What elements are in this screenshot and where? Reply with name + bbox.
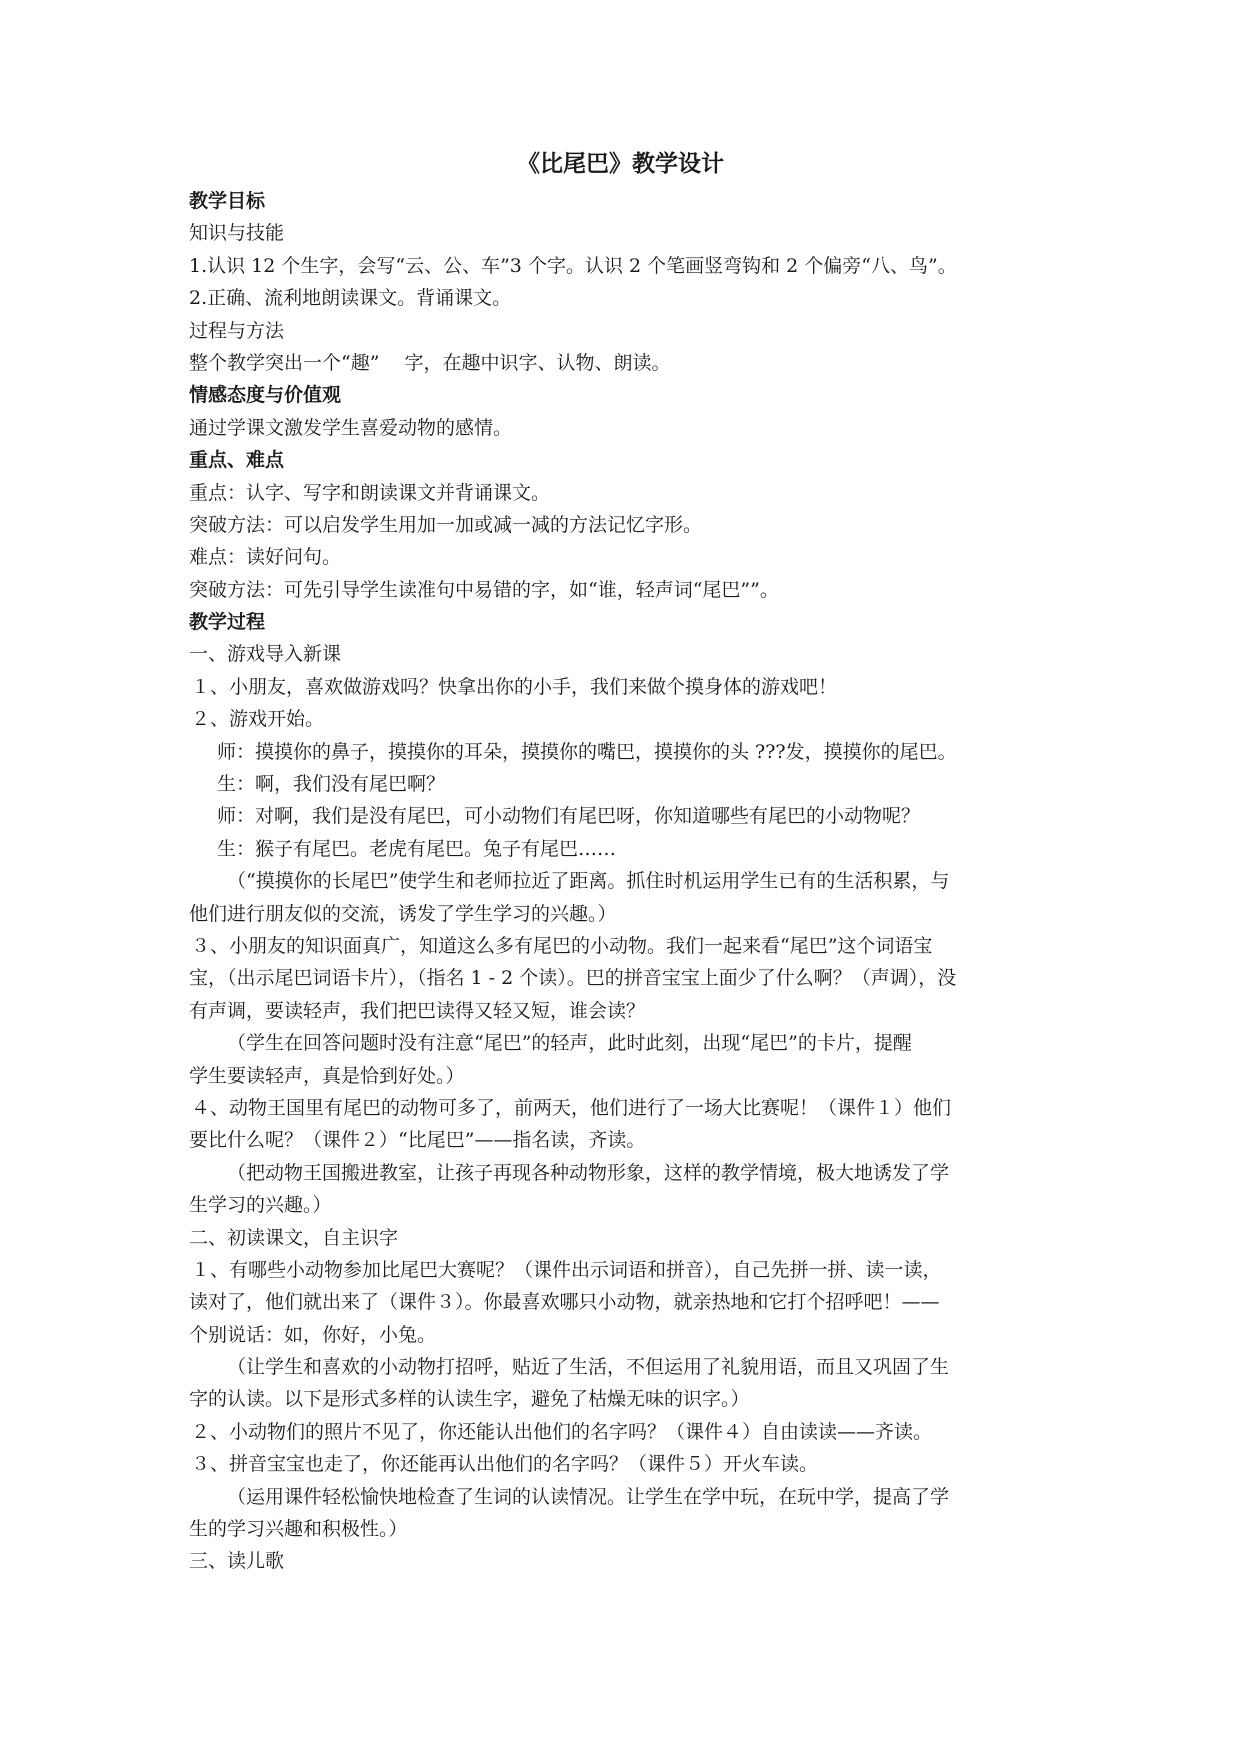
paragraph: 宝，（出示尾巴词语卡片），（指名 1 - 2 个读）。巴的拼音宝宝上面少了什么啊？（声调），没 [189,967,957,990]
comment-line: 生学习的兴趣。） [189,1194,332,1217]
subheading-process-method: 过程与方法 [189,319,285,342]
list-item: ３、拼音宝宝也走了，你还能再认出他们的名字吗？（课件５）开火车读。 [191,1453,819,1476]
comment-line: （运用课件轻松愉快地检查了生词的认读情况。让学生在学中玩，在玩中学，提高了学 [227,1485,950,1508]
dialogue-line: 师：对啊，我们是没有尾巴，可小动物们有尾巴呀，你知道哪些有尾巴的小动物呢？ [217,805,921,828]
subheading-step-2: 二、初读课文，自主识字 [189,1226,399,1249]
comment-line: 生的学习兴趣和积极性。） [189,1518,408,1541]
comment-line: 他们进行朋友似的交流，诱发了学生学习的兴趣。） [189,902,617,925]
comment-line: （让学生和喜欢的小动物打招呼，贴近了生活，不但运用了礼貌用语，而且又巩固了生 [227,1356,950,1379]
paragraph: 2.正确、流利地朗读课文。背诵课文。 [189,287,512,310]
comment-line: （“摸摸你的长尾巴”使学生和老师拉近了距离。抓住时机运用学生已有的生活积累，与 [227,870,950,893]
subheading-step-1: 一、游戏导入新课 [189,643,342,666]
section-heading-attitude: 情感态度与价值观 [189,384,342,407]
paragraph: 读对了，他们就出来了（课件３）。你最喜欢哪只小动物，就亲热地和它打个招呼吧！—— [189,1291,940,1314]
comment-line: （学生在回答问题时没有注意“尾巴”的轻声，此时此刻，出现“尾巴”的卡片，提醒 [227,1032,912,1055]
list-item: ４、动物王国里有尾巴的动物可多了，前两天，他们进行了一场大比赛呢！（课件１）他们 [191,1096,952,1119]
list-item: １、有哪些小动物参加比尾巴大赛呢？（课件出示词语和拼音），自己先拼一拼、读一读， [191,1258,942,1281]
paragraph: 重点：认字、写字和朗读课文并背诵课文。 [189,481,551,504]
section-heading-process: 教学过程 [189,611,266,634]
list-item: １、小朋友，喜欢做游戏吗？快拿出你的小手，我们来做个摸身体的游戏吧！ [191,675,838,698]
paragraph: 个别说话：如，你好，小兔。 [189,1323,437,1346]
section-heading-objectives: 教学目标 [189,190,266,212]
comment-line: （把动物王国搬进教室，让孩子再现各种动物形象，这样的教学情境，极大地诱发了学 [227,1161,950,1184]
list-item: ２、小动物们的照片不见了，你还能认出他们的名字吗？（课件４）自由读读——齐读。 [191,1420,933,1443]
paragraph: 通过学课文激发学生喜爱动物的感情。 [189,416,513,439]
paragraph: 突破方法：可以启发学生用加一加或减一减的方法记忆字形。 [189,513,703,536]
dialogue-line: 生：猴子有尾巴。老虎有尾巴。兔子有尾巴…… [217,837,617,860]
document-body [189,185,1059,1578]
subheading-knowledge-skills: 知识与技能 [189,222,285,245]
paragraph: 难点：读好问句。 [189,546,342,569]
paragraph: 整个教学突出一个“趣” 字，在趣中识字、认物、朗读。 [189,351,671,374]
section-heading-key-points: 重点、难点 [189,449,285,472]
comment-line: 字的认读。以下是形式多样的认读生字，避免了枯燥无味的识字。） [189,1388,750,1411]
paragraph: 突破方法：可先引导学生读准句中易错的字，如“谁，轻声词“尾巴””。 [189,578,779,601]
dialogue-line: 师：摸摸你的鼻子，摸摸你的耳朵，摸摸你的嘴巴，摸摸你的头 ???发，摸摸你的尾巴。 [217,740,957,763]
paragraph: 要比什么呢？（课件２）“比尾巴”——指名读，齐读。 [189,1129,646,1152]
paragraph: 有声调，要读轻声，我们把巴读得又轻又短，谁会读？ [189,999,646,1022]
comment-line: 学生要读轻声，真是恰到好处。） [189,1064,465,1087]
subheading-step-3: 三、读儿歌 [189,1550,285,1573]
paragraph: 1.认识 12 个生字，会写“云、公、车”3 个字。认识 2 个笔画竖弯钩和 2 个偏旁“八、鸟”。 [189,254,957,277]
list-item: ２、游戏开始。 [191,708,325,731]
dialogue-line: 生：啊，我们没有尾巴啊？ [217,773,446,796]
document-title: 《比尾巴》教学设计 [517,151,724,177]
list-item: ３、小朋友的知识面真广，知道这么多有尾巴的小动物。我们一起来看“尾巴”这个词语宝 [191,934,933,957]
